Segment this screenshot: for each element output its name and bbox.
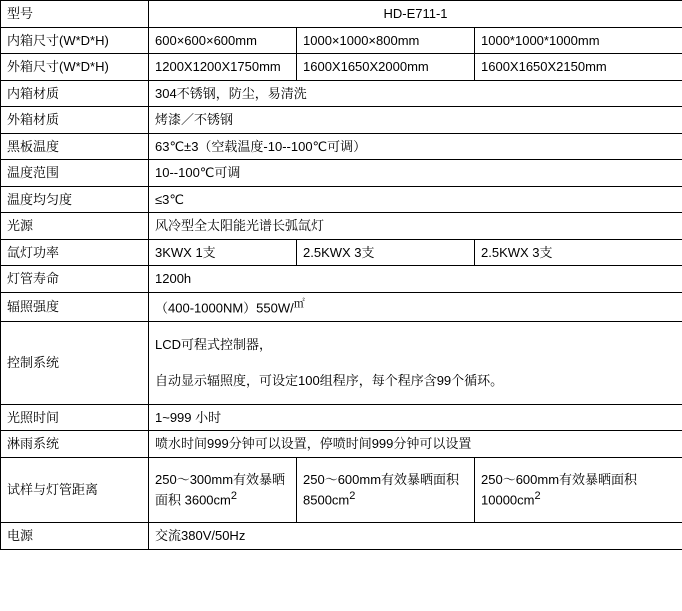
row-value-sample-lamp-distance-2: 250～600mm有效暴晒面积 $8500cm^2$: [297, 457, 475, 522]
control-system-line-1: LCD可程式控制器，: [155, 337, 273, 353]
row-label-illumination-time: 光照时间: [1, 404, 149, 431]
row-value-model-1: HD-E711-1: [149, 1, 682, 28]
row-value-power-supply-1: 交流380V/50Hz: [149, 522, 682, 549]
row-label-control-system: 控制系统: [1, 321, 149, 404]
row-label-model: 型号: [1, 1, 149, 28]
row-label-lamp-life: 灯管寿命: [1, 266, 149, 293]
table-row: [1, 80, 682, 107]
row-value-inner-box-size-1: 600×600×600mm: [149, 27, 297, 54]
row-value-inner-box-size-2: 1000×1000×800mm: [297, 27, 475, 54]
row-value-sample-lamp-distance-3: 250～600mm有效暴晒面积 $10000cm^2$: [475, 457, 682, 522]
table-row: [1, 321, 682, 404]
row-value-outer-box-size-3: 1600X1650X2150mm: [475, 54, 682, 81]
table-row: [1, 522, 682, 549]
row-label-outer-box-material: 外箱材质: [1, 107, 149, 134]
table-row: [1, 133, 682, 160]
row-label-power-supply: 电源: [1, 522, 149, 549]
table-row: [1, 1, 682, 28]
row-value-outer-box-size-2: 1600X1650X2000mm: [297, 54, 475, 81]
row-value-xenon-lamp-power-3: 2.5KWX 3支: [475, 239, 682, 266]
table-row: [1, 431, 682, 458]
row-value-control-system: [149, 321, 682, 404]
row-label-irradiance: 辐照强度: [1, 293, 149, 322]
row-label-rain-system: 淋雨系统: [1, 431, 149, 458]
row-value-temperature-uniformity-1: ≤3℃: [149, 186, 682, 213]
table-row: [1, 404, 682, 431]
row-label-xenon-lamp-power: 氙灯功率: [1, 239, 149, 266]
row-value-xenon-lamp-power-2: 2.5KWX 3支: [297, 239, 475, 266]
table-row: [1, 457, 682, 522]
row-value-temperature-range-1: 10--100℃可调: [149, 160, 682, 187]
table-row: [1, 27, 682, 54]
control-system-line-2: 自动显示辐照度，可设定100组程序，每个程序含99个循环。: [155, 372, 504, 388]
unit-superscript: 2: [349, 489, 356, 502]
unit-superscript: ㎡: [293, 298, 305, 311]
table-row: [1, 107, 682, 134]
row-label-light-source: 光源: [1, 213, 149, 240]
row-value-irradiance-1: （400-1000NM）550W/㎡: [149, 293, 682, 322]
row-label-black-panel-temperature: 黑板温度: [1, 133, 149, 160]
row-label-temperature-range: 温度范围: [1, 160, 149, 187]
row-label-outer-box-size: 外箱尺寸(W*D*H): [1, 54, 149, 81]
row-value-outer-box-material-1: 烤漆／不锈钢: [149, 107, 682, 134]
row-value-sample-lamp-distance-1: 250～300mm有效暴晒面积 $3600cm^2$: [149, 457, 297, 522]
row-value-black-panel-temperature-1: 63℃±3（空载温度-10--100℃可调）: [149, 133, 682, 160]
row-value-xenon-lamp-power-1: 3KWX 1支: [149, 239, 297, 266]
unit-superscript: 2: [230, 489, 237, 502]
row-value-inner-box-size-3: 1000*1000*1000mm: [475, 27, 682, 54]
table-row: [1, 293, 682, 322]
row-value-lamp-life-1: 1200h: [149, 266, 682, 293]
unit-superscript: 2: [534, 489, 541, 502]
row-value-outer-box-size-1: 1200X1200X1750mm: [149, 54, 297, 81]
table-row: [1, 213, 682, 240]
row-value-light-source-1: 风冷型全太阳能光谱长弧氙灯: [149, 213, 682, 240]
row-label-temperature-uniformity: 温度均匀度: [1, 186, 149, 213]
table-row: [1, 160, 682, 187]
table-row: [1, 239, 682, 266]
row-value-rain-system-1: 喷水时间999分钟可以设置，停喷时间999分钟可以设置: [149, 431, 682, 458]
row-label-sample-lamp-distance: 试样与灯管距离: [1, 457, 149, 522]
table-row: [1, 54, 682, 81]
row-value-illumination-time-1: 1~999 小时: [149, 404, 682, 431]
row-label-inner-box-material: 内箱材质: [1, 80, 149, 107]
table-row: [1, 186, 682, 213]
specification-table-body: [1, 1, 682, 550]
row-label-inner-box-size: 内箱尺寸(W*D*H): [1, 27, 149, 54]
row-value-inner-box-material-1: 304不锈钢，防尘，易清洗: [149, 80, 682, 107]
table-row: [1, 266, 682, 293]
